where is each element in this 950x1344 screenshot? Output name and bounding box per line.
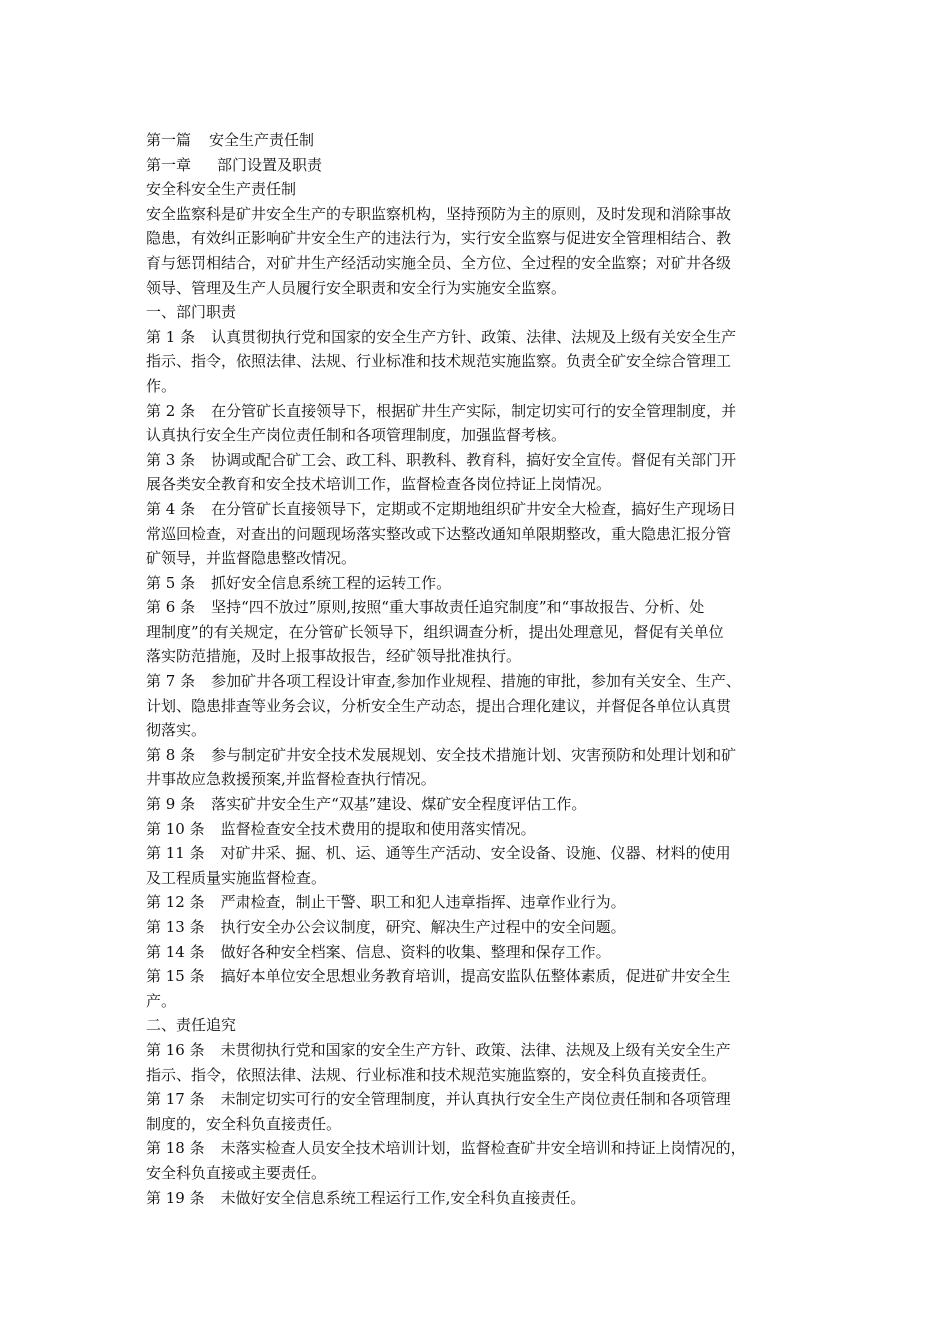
article bbox=[146, 669, 814, 743]
article-label: 第 4 条 bbox=[146, 499, 196, 518]
article-line bbox=[146, 940, 814, 965]
article-line bbox=[146, 399, 814, 424]
article-text: 抓好安全信息系统工程的运转工作。 bbox=[211, 573, 452, 592]
part-title: 安全生产责任制 bbox=[209, 131, 315, 149]
article-label: 第 18 条 bbox=[146, 1139, 205, 1158]
article bbox=[146, 841, 814, 890]
article-line bbox=[146, 841, 814, 866]
chapter-number: 第一章 bbox=[146, 155, 192, 174]
article-line bbox=[146, 817, 814, 842]
article-text: 协调或配合矿工会、政工科、职教科、教育科，搞好安全宣传。督促有关部门开 bbox=[211, 450, 737, 469]
article bbox=[146, 1136, 814, 1185]
article bbox=[146, 1186, 814, 1211]
article-line bbox=[146, 792, 814, 817]
article-line bbox=[146, 423, 814, 448]
article bbox=[146, 595, 814, 669]
article-text: 及工程质量实施监督检查。 bbox=[146, 868, 327, 887]
article-line bbox=[146, 374, 814, 399]
chapter-title: 部门设置及职责 bbox=[217, 155, 323, 174]
article-label: 第 14 条 bbox=[146, 942, 205, 961]
article-text: 搞好本单位安全思想业务教育培训，提高安监队伍整体素质，促进矿井安全生 bbox=[220, 967, 731, 986]
article-text: 监督检查安全技术费用的提取和使用落实情况。 bbox=[220, 819, 536, 838]
article-line bbox=[146, 497, 814, 522]
article-line bbox=[146, 472, 814, 497]
article-text: 未落实检查人员安全技术培训计划，监督检查矿井安全培训和持证上岗情况的， bbox=[220, 1139, 746, 1158]
article-text: 作。 bbox=[146, 376, 177, 395]
article bbox=[146, 890, 814, 915]
article-text: 未贯彻执行党和国家的安全生产方针、政策、法律、法规及上级有关安全生产 bbox=[220, 1040, 731, 1059]
article-label: 第 7 条 bbox=[146, 672, 196, 691]
article-line bbox=[146, 595, 814, 620]
article bbox=[146, 1038, 814, 1087]
article-text: 在分管矿长直接领导下，定期或不定期地组织矿井安全大检查，搞好生产现场日 bbox=[211, 499, 737, 518]
article bbox=[146, 325, 814, 399]
article-line bbox=[146, 866, 814, 891]
article-line bbox=[146, 349, 814, 374]
article-line bbox=[146, 964, 814, 989]
article-label: 第 12 条 bbox=[146, 893, 205, 912]
heading-duties: 一、部门职责 bbox=[146, 303, 237, 322]
article-text: 指示、指令，依照法律、法规、行业标准和技术规范实施监察。负责全矿安全综合管理工 bbox=[146, 352, 732, 371]
chapter-heading bbox=[146, 153, 814, 178]
article-label: 第 1 条 bbox=[146, 327, 196, 346]
article-line bbox=[146, 767, 814, 792]
article-line bbox=[146, 522, 814, 547]
article-label: 第 9 条 bbox=[146, 795, 196, 814]
article-line bbox=[146, 669, 814, 694]
article bbox=[146, 817, 814, 842]
article-line bbox=[146, 1136, 814, 1161]
section-title: 安全科安全生产责任制 bbox=[146, 180, 297, 199]
article bbox=[146, 964, 814, 1013]
article-text: 彻落实。 bbox=[146, 721, 207, 740]
article-label: 第 17 条 bbox=[146, 1090, 205, 1109]
article bbox=[146, 399, 814, 448]
article-text: 做好各种安全档案、信息、资料的收集、整理和保存工作。 bbox=[220, 942, 611, 961]
article-text: 未制定切实可行的安全管理制度，并认真执行安全生产岗位责任制和各项管理 bbox=[220, 1090, 731, 1109]
article-line bbox=[146, 546, 814, 571]
article-text: 计划、隐患排查等业务会议，分析安全生产动态，提出合理化建议，并督促各单位认真贯 bbox=[146, 696, 732, 715]
article-text: 参与制定矿井安全技术发展规划、安全技术措施计划、灾害预防和处理计划和矿 bbox=[211, 745, 737, 764]
article-label: 第 10 条 bbox=[146, 819, 205, 838]
article-text: 落实矿井安全生产“双基”建设、煤矿安全程度评估工作。 bbox=[211, 795, 587, 814]
article-text: 井事故应急救援预案,并监督检查执行情况。 bbox=[146, 770, 436, 789]
article-text: 认真执行安全生产岗位责任制和各项管理制度，加强监督考核。 bbox=[146, 426, 567, 445]
article-line bbox=[146, 620, 814, 645]
article-text: 产。 bbox=[146, 991, 177, 1010]
article bbox=[146, 571, 814, 596]
article-label: 第 2 条 bbox=[146, 401, 196, 420]
article-label: 第 3 条 bbox=[146, 450, 196, 469]
article-line bbox=[146, 1063, 814, 1088]
article-text: 执行安全办公会议制度，研究、解决生产过程中的安全问题。 bbox=[220, 918, 626, 936]
intro-line: 隐患，有效纠正影响矿井安全生产的违法行为，实行安全监察与促进安全管理相结合、教 bbox=[146, 229, 732, 248]
duties-articles bbox=[146, 325, 814, 1014]
article-text: 制度的，安全科负直接责任。 bbox=[146, 1114, 342, 1133]
document-page bbox=[146, 128, 814, 1210]
article-line bbox=[146, 1038, 814, 1063]
intro-line: 育与惩罚相结合，对矿井生产经活动实施全员、全方位、全过程的安全监察；对矿井各级 bbox=[146, 253, 732, 272]
article bbox=[146, 743, 814, 792]
article-label: 第 8 条 bbox=[146, 745, 196, 764]
article-text: 参加矿井各项工程设计审查,参加作业规程、措施的审批，参加有关安全、生产、 bbox=[211, 672, 741, 691]
article-line bbox=[146, 1161, 814, 1186]
article-text: 常巡回检查，对查出的问题现场落实整改或下达整改通知单限期整改，重大隐患汇报分管 bbox=[146, 524, 732, 543]
article-text: 落实防范措施，及时上报事故报告，经矿领导批准执行。 bbox=[146, 647, 522, 666]
part-number: 第一篇 bbox=[146, 131, 192, 149]
intro-line: 领导、管理及生产人员履行安全职责和安全行为实施安全监察。 bbox=[146, 278, 567, 297]
article bbox=[146, 1087, 814, 1136]
article-text: 矿领导，并监督隐患整改情况。 bbox=[146, 549, 357, 568]
intro-line: 安全监察科是矿井安全生产的专职监察机构，坚持预防为主的原则，及时发现和消除事故 bbox=[146, 204, 732, 223]
article-text: 展各类安全教育和安全技术培训工作，监督检查各岗位持证上岗情况。 bbox=[146, 475, 612, 494]
article-line bbox=[146, 743, 814, 768]
article-text: 安全科负直接或主要责任。 bbox=[146, 1163, 327, 1182]
article-label: 第 6 条 bbox=[146, 598, 196, 617]
article-label: 第 11 条 bbox=[146, 844, 205, 863]
article bbox=[146, 497, 814, 571]
article-text: 严肃检查，制止干警、职工和犯人违章指挥、违章作业行为。 bbox=[220, 893, 626, 912]
article-label: 第 16 条 bbox=[146, 1040, 205, 1059]
article-line bbox=[146, 915, 814, 940]
article-line bbox=[146, 694, 814, 719]
article-line bbox=[146, 448, 814, 473]
accountability-articles bbox=[146, 1038, 814, 1210]
article-text: 对矿井采、掘、机、运、通等生产活动、安全设备、设施、仪器、材料的使用 bbox=[220, 844, 731, 863]
article-text: 指示、指令，依照法律、法规、行业标准和技术规范实施监察的，安全科负直接责任。 bbox=[146, 1065, 717, 1084]
heading-accountability: 二、责任追究 bbox=[146, 1016, 237, 1035]
article bbox=[146, 940, 814, 965]
article-text: 在分管矿长直接领导下，根据矿井生产实际，制定切实可行的安全管理制度，并 bbox=[211, 401, 737, 420]
article-line bbox=[146, 890, 814, 915]
article-label: 第 13 条 bbox=[146, 918, 205, 936]
article-text: 认真贯彻执行党和国家的安全生产方针、政策、法律、法规及上级有关安全生产 bbox=[211, 327, 737, 346]
article-line bbox=[146, 571, 814, 596]
article-text: 未做好安全信息系统工程运行工作,安全科负直接责任。 bbox=[220, 1188, 586, 1207]
article bbox=[146, 915, 814, 940]
article-line bbox=[146, 1087, 814, 1112]
article-line bbox=[146, 325, 814, 350]
article-line bbox=[146, 718, 814, 743]
article-label: 第 15 条 bbox=[146, 967, 205, 986]
article-line bbox=[146, 989, 814, 1014]
part-heading bbox=[146, 128, 814, 153]
article-text: 坚持“四不放过”原则,按照“重大事故责任追究制度”和“事故报告、分析、处 bbox=[211, 598, 705, 617]
article-line bbox=[146, 1186, 814, 1211]
article bbox=[146, 448, 814, 497]
article bbox=[146, 792, 814, 817]
article-line bbox=[146, 1112, 814, 1137]
article-line bbox=[146, 644, 814, 669]
article-label: 第 5 条 bbox=[146, 573, 196, 592]
article-text: 理制度”的有关规定，在分管矿长领导下，组织调查分析，提出处理意见，督促有关单位 bbox=[146, 622, 724, 641]
article-label: 第 19 条 bbox=[146, 1188, 205, 1207]
intro-paragraph bbox=[146, 202, 814, 300]
